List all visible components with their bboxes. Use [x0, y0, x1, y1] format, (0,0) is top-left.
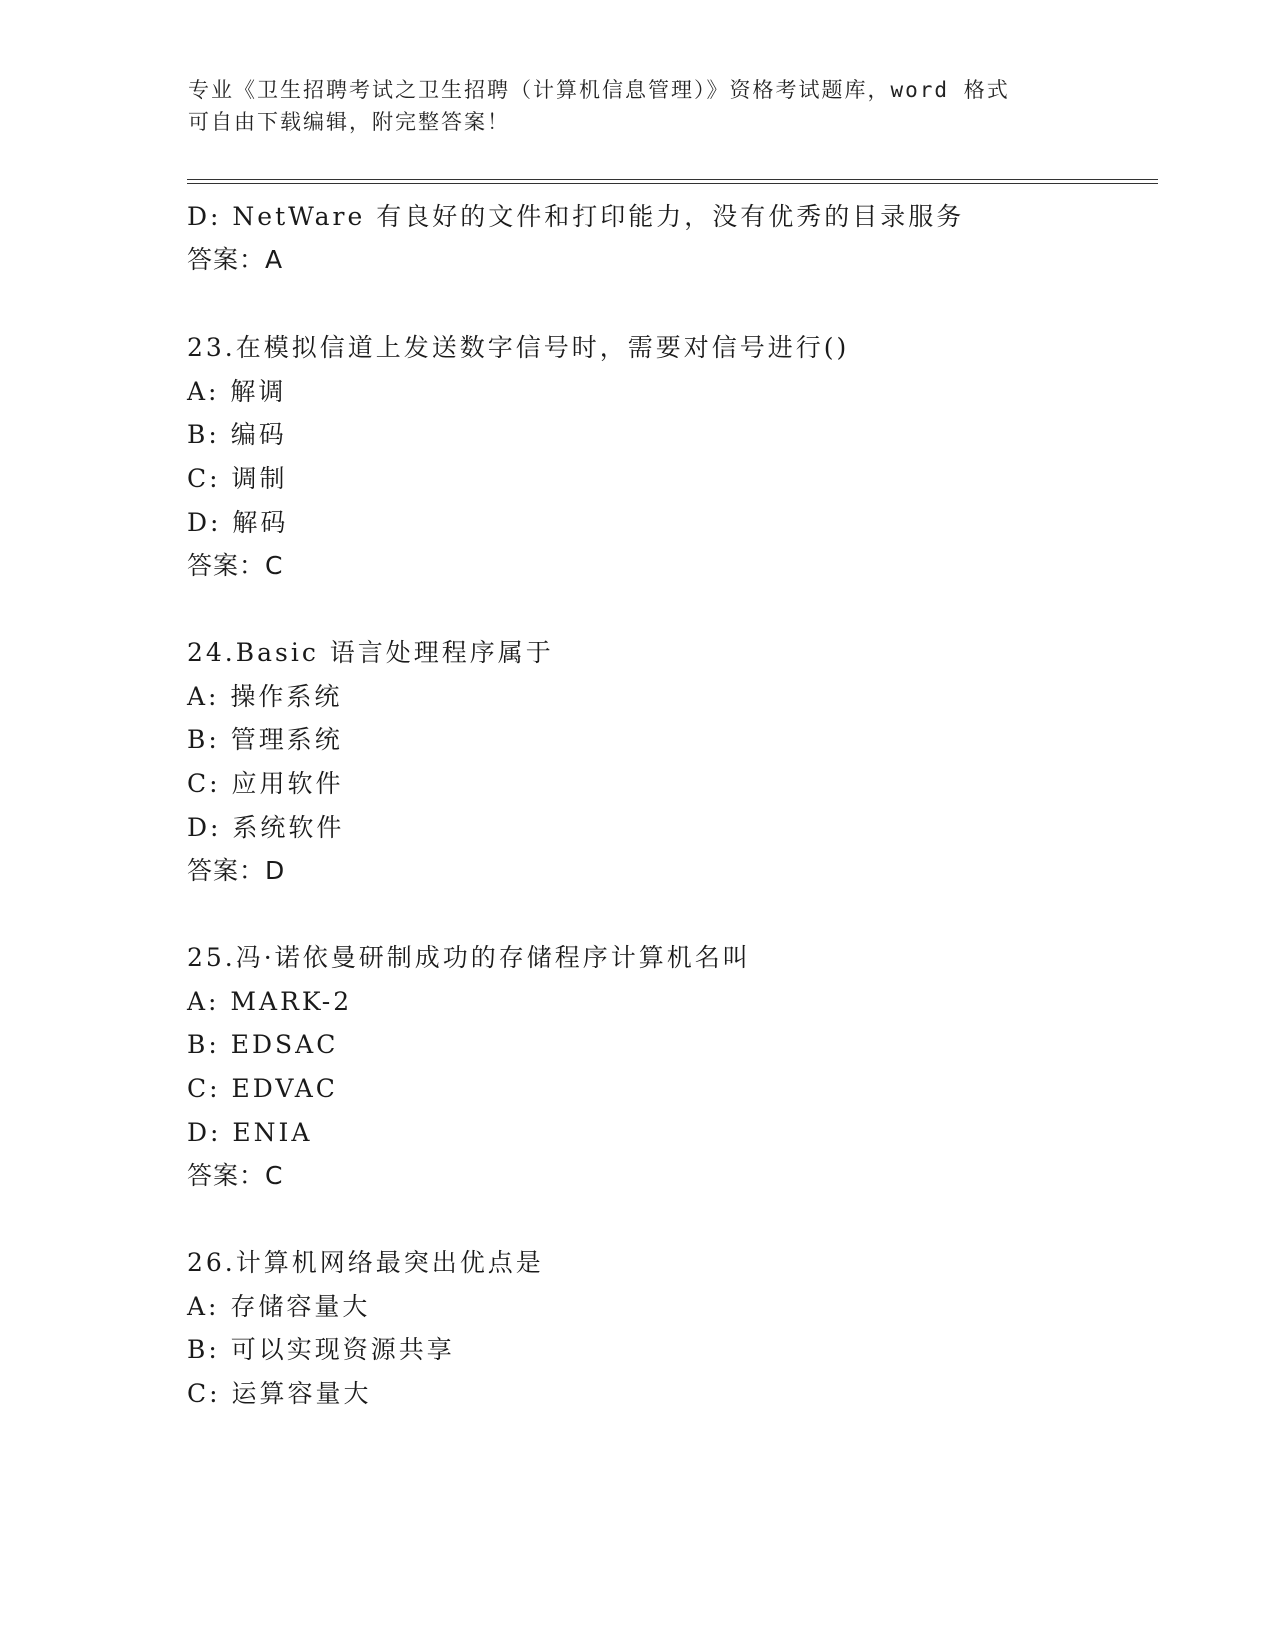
header-line-1: 专业《卫生招聘考试之卫生招聘（计算机信息管理）》资格考试题库，word 格式: [188, 78, 1010, 102]
header-divider-bottom: [187, 183, 1158, 184]
q23-option-a: A: 解调: [187, 377, 287, 406]
header-line-2: 可自由下载编辑，附完整答案！: [188, 110, 510, 134]
q24-option-c: C: 应用软件: [187, 769, 344, 798]
q23-option-b: B: 编码: [187, 420, 287, 449]
q25-answer: 答案：C: [187, 1161, 284, 1190]
q23-option-d: D: 解码: [187, 508, 289, 537]
q25-option-b: B: EDSAC: [187, 1030, 339, 1059]
q26-question: 26.计算机网络最突出优点是: [187, 1248, 544, 1277]
q25-option-c: C: EDVAC: [187, 1074, 338, 1103]
q26-option-b: B: 可以实现资源共享: [187, 1335, 455, 1364]
q24-question: 24.Basic 语言处理程序属于: [187, 638, 554, 667]
q23-question: 23.在模拟信道上发送数字信号时，需要对信号进行(): [187, 333, 850, 362]
q26-option-c: C: 运算容量大: [187, 1379, 372, 1408]
q26-option-a: A: 存储容量大: [187, 1292, 371, 1321]
q24-option-b: B: 管理系统: [187, 725, 343, 754]
q24-option-d: D: 系统软件: [187, 813, 345, 842]
q24-option-a: A: 操作系统: [187, 682, 343, 711]
q23-option-c: C: 调制: [187, 464, 288, 493]
header-divider-top: [187, 179, 1158, 180]
q23-answer: 答案：C: [187, 551, 284, 580]
q25-option-d: D: ENIA: [187, 1118, 313, 1147]
q25-question: 25.冯·诺依曼研制成功的存储程序计算机名叫: [187, 943, 751, 972]
q22-answer: 答案：A: [187, 245, 284, 274]
q24-answer: 答案：D: [187, 856, 286, 885]
q22-option-d: D: NetWare 有良好的文件和打印能力，没有优秀的目录服务: [187, 202, 965, 231]
q25-option-a: A: MARK-2: [187, 987, 353, 1016]
document-header: [188, 74, 1088, 138]
